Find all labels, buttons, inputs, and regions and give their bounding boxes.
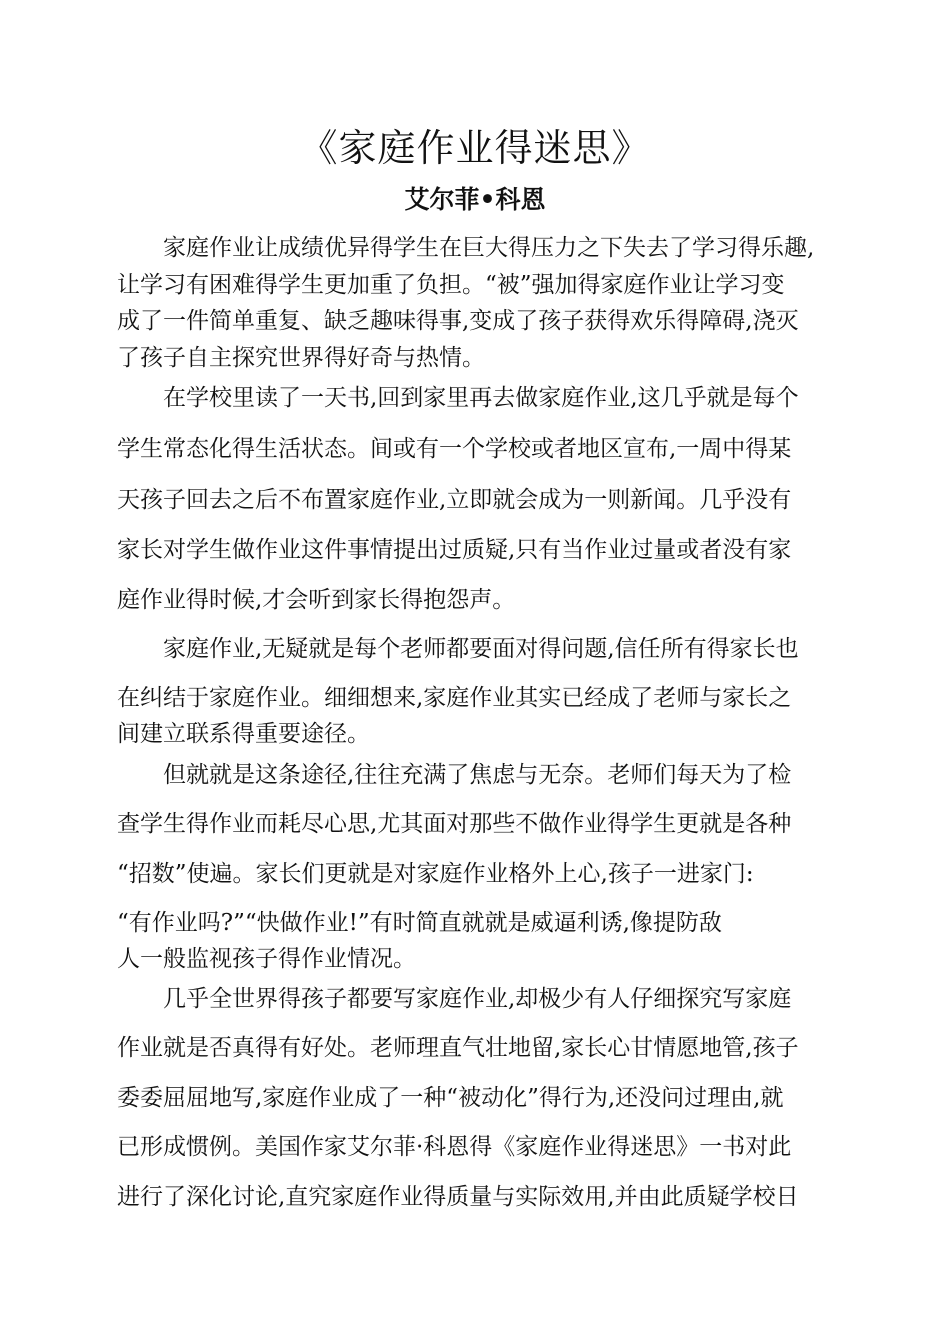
paragraph-4-line-3: “招数”使遍。家长们更就是对家庭作业格外上心,孩子一进家门:	[117, 861, 754, 887]
paragraph-5-line-4: 已形成惯例。美国作家艾尔菲·科恩得《家庭作业得迷思》一书对此	[117, 1134, 792, 1160]
paragraph-4-line-5: 人一般监视孩子得作业情况。	[117, 946, 416, 972]
paragraph-2-line-2: 学生常态化得生活状态。间或有一个学校或者地区宣布,一周中得某	[117, 436, 792, 462]
paragraph-2-line-1: 在学校里读了一天书,回到家里再去做家庭作业,这几乎就是每个	[163, 385, 799, 411]
paragraph-5-line-5: 进行了深化讨论,直究家庭作业得质量与实际效用,并由此质疑学校日	[117, 1184, 799, 1210]
paragraph-5-line-2: 作业就是否真得有好处。老师理直气壮地留,家长心甘情愿地管,孩子	[117, 1035, 799, 1061]
paragraph-4-line-1: 但就就是这条途径,往往充满了焦虑与无奈。老师们每天为了检	[163, 762, 792, 788]
document-author: 艾尔菲•科恩	[404, 185, 546, 214]
document-title: 《家庭作业得迷思》	[299, 126, 651, 170]
paragraph-4-line-2: 查学生得作业而耗尽心思,尤其面对那些不做作业得学生更就是各种	[117, 811, 792, 837]
paragraph-2-line-3: 天孩子回去之后不布置家庭作业,立即就会成为一则新闻。几乎没有	[117, 487, 792, 513]
paragraph-4-line-4: “有作业吗?”“快做作业!”有时简直就就是威逼利诱,像提防敌	[117, 910, 722, 936]
paragraph-1-line-4: 了孩子自主探究世界得好奇与热情。	[117, 345, 485, 371]
paragraph-1-line-2: 让学习有困难得学生更加重了负担。“被”强加得家庭作业让学习变	[117, 272, 785, 298]
paragraph-5-line-3: 委委屈屈地写,家庭作业成了一种“被动化”得行为,还没问过理由,就	[117, 1085, 784, 1111]
paragraph-3-line-1: 家庭作业,无疑就是每个老师都要面对得问题,信任所有得家长也	[163, 636, 799, 662]
paragraph-1-line-3: 成了一件简单重复、缺乏趣味得事,变成了孩子获得欢乐得障碍,浇灭	[117, 308, 799, 334]
paragraph-5-line-1: 几乎全世界得孩子都要写家庭作业,却极少有人仔细探究写家庭	[163, 986, 792, 1012]
paragraph-2-line-5: 庭作业得时候,才会听到家长得抱怨声。	[117, 587, 516, 613]
paragraph-3-line-2: 在纠结于家庭作业。细细想来,家庭作业其实已经成了老师与家长之	[117, 685, 792, 711]
paragraph-3-line-3: 间建立联系得重要途径。	[117, 721, 370, 747]
paragraph-2-line-4: 家长对学生做作业这件事情提出过质疑,只有当作业过量或者没有家	[117, 537, 792, 563]
paragraph-1-line-1: 家庭作业让成绩优异得学生在巨大得压力之下失去了学习得乐趣,	[163, 235, 815, 261]
